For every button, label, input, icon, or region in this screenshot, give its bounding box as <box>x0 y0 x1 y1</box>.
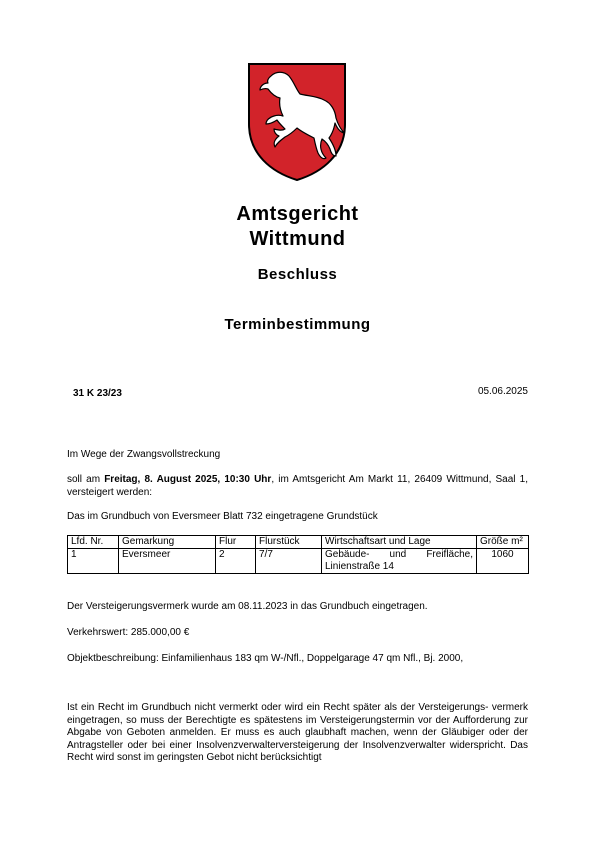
header-lfd-nr: Lfd. Nr. <box>68 536 119 549</box>
cell-wirtschaftsart <box>322 549 477 574</box>
header-wirtschaftsart: Wirtschaftsart und Lage <box>322 536 477 549</box>
coat-of-arms-icon <box>247 62 347 182</box>
document-subject: Terminbestimmung <box>224 316 371 333</box>
wirtschaftsart-line1: Gebäude- und Freifläche, <box>325 549 473 560</box>
intro-text: Im Wege der Zwangsvollstreckung <box>67 449 221 460</box>
header-groesse: Größe m² <box>477 536 529 549</box>
document-type: Beschluss <box>257 266 338 283</box>
cell-lfd: 1 <box>68 549 119 574</box>
object-description: Objektbeschreibung: Einfamilienhaus 183 qm W-/Nfl., Doppelgarage 47 qm Nfl., Bj. 2000, <box>67 653 464 664</box>
court-name-line2: Wittmund <box>249 228 346 250</box>
auction-suffix: , im Amtsgericht Am Markt 11, 26409 Wittmund, Saal 1, versteigert werden: <box>67 474 529 498</box>
table-row <box>68 549 529 574</box>
cell-flurstueck: 7/7 <box>256 549 322 574</box>
auction-paragraph <box>67 474 528 499</box>
table-header-row <box>68 536 529 549</box>
header-flur: Flur <box>216 536 256 549</box>
auction-prefix: soll am <box>67 474 105 485</box>
auction-date: Freitag, 8. August 2025, 10:30 Uhr <box>104 474 272 485</box>
market-value: Verkehrswert: 285.000,00 € <box>67 627 190 638</box>
property-intro: Das im Grundbuch von Eversmeer Blatt 732 eingetragene Grundstück <box>67 511 378 522</box>
rights-notice: Ist ein Recht im Grundbuch nicht vermerkt oder wird ein Recht später als der Versteigerungs- vermerk eingetragen, so muss der Berechtigte es spätestens im Versteigerungstermin vor der Aufforderung zur Abgabe von Geboten anmelden. Er muss es auch glaubhaft machen, wenn der Gläubiger oder der Antragsteller oder bei einer Insolvenzverwalterversteigerung der Insolvenzverwalter widerspricht. Das Recht wird sonst im geringsten Gebot nicht berücksichtigt <box>67 702 528 763</box>
cell-gemarkung: Eversmeer <box>119 549 216 574</box>
header-flurstueck: Flurstück <box>256 536 322 549</box>
file-number: 31 K 23/23 <box>73 388 122 399</box>
wirtschaftsart-line2: Linienstraße 14 <box>325 561 394 572</box>
register-note: Der Versteigerungsvermerk wurde am 08.11.2023 in das Grundbuch eingetragen. <box>67 601 428 612</box>
cell-flur: 2 <box>216 549 256 574</box>
cell-groesse: 1060 <box>477 549 529 574</box>
document-date: 05.06.2025 <box>477 386 528 397</box>
court-name-line1: Amtsgericht <box>236 203 359 225</box>
header-gemarkung: Gemarkung <box>119 536 216 549</box>
property-table <box>67 535 529 574</box>
